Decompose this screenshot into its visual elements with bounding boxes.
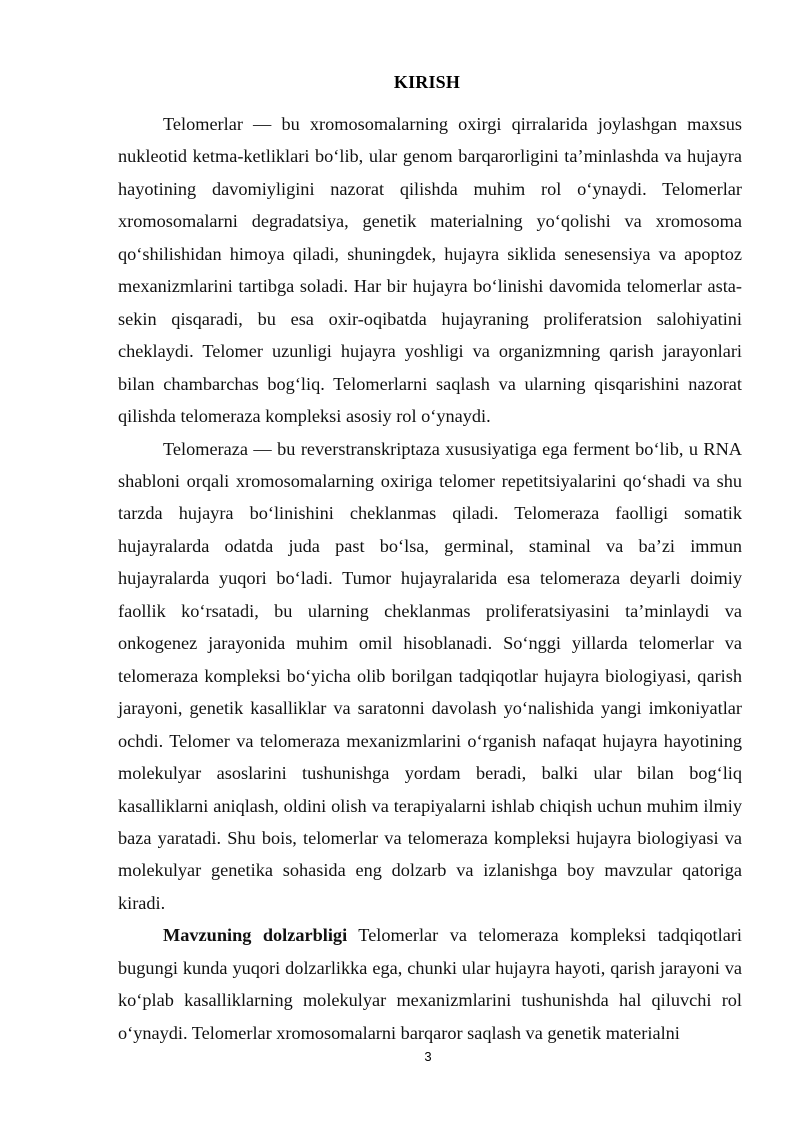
section-heading: KIRISH [393, 72, 461, 92]
paragraph-text: Telomeraza — bu reverstranskriptaza xususiyatiga ega ferment bo‘lib, u RNA shabloni orqali xromosomalarning oxiriga telomer repetitsiyalarini qo‘shadi va shu tarzda hujayra bo‘linishini cheklanmas qiladi. Telomeraza faolligi somatik hujayralarda odatda juda past bo‘lsa, germinal, staminal va ba’zi immun hujayralarda yuqori bo‘ladi. Tumor hujayralarida esa telomeraza deyarli doimiy faollik ko‘rsatadi, bu ularning cheklanmas proliferatsiyasini ta’minlaydi va onkogenez jarayonida muhim omil hisoblanadi. So‘nggi yillarda telomerlar va telomeraza kompleksi bo‘yicha olib borilgan tadqiqotlar hujayra biologiyasi, qarish jarayoni, genetik kasalliklar va saratonni davolash yo‘nalishida yangi imkoniyatlar ochdi. Telomer va telomeraza mexanizmlarini o‘rganish nafaqat hujayra hayotining molekulyar asoslarini tushunishga yordam beradi, balki ular bilan bog‘liq kasalliklarni aniqlash, oldini olish va terapiyalarni ishlab chiqish uchun muhim ilmiy baza yaratadi. Shu bois, telomerlar va telomeraza kompleksi hujayra biologiyasi va molekulyar genetika sohasida eng dolzarb va izlanishga boy mavzular qatoriga kiradi. [118, 438, 742, 913]
paragraph-text: Telomerlar — bu xromosomalarning oxirgi qirralarida joylashgan maxsus nukleotid ketma-ketliklari bo‘lib, ular genom barqarorligini ta’minlashda va hujayra hayotining davomiyligini nazorat qilishda muhim rol o‘ynaydi. Telomerlar xromosomalarni degradatsiya, genetik materialning yo‘qolishi va xromosoma qo‘shilishidan himoya qiladi, shuningdek, hujayra siklida senesensiya va apoptoz mexanizmlarini tartibga soladi. Har bir hujayra bo‘linishi davomida telomerlar asta-sekin qisqaradi, bu esa oxir-oqibatda hujayraning proliferatsion salohiyatini cheklaydi. Telomer uzunligi hujayra yoshligi va organizmning qarish jarayonlari bilan chambarchas bog‘liq. Telomerlarni saqlash va ularning qisqarishini nazorat qilishda telomeraza kompleksi asosiy rol o‘ynaydi. [118, 114, 742, 427]
paragraph-telomeraza [118, 433, 742, 920]
paragraph-lead: Mavzuning dolzarbligi [163, 925, 348, 946]
body-text [118, 108, 742, 1049]
paragraph-telomerlar [118, 108, 742, 433]
page-number: 3 [424, 1049, 432, 1064]
paragraph-text: Telomerlar va telomeraza kompleksi tadqiqotlari bugungi kunda yuqori dolzarlikka ega, chunki ular hujayra hayoti, qarish jarayoni va ko‘plab kasalliklarning molekulyar mexanizmlarini tushunishda hal qiluvchi rol o‘ynaydi. Telomerlar xromosomalarni barqaror saqlash va genetik materialni [118, 925, 742, 1043]
paragraph-dolzarbligi [118, 919, 742, 1049]
